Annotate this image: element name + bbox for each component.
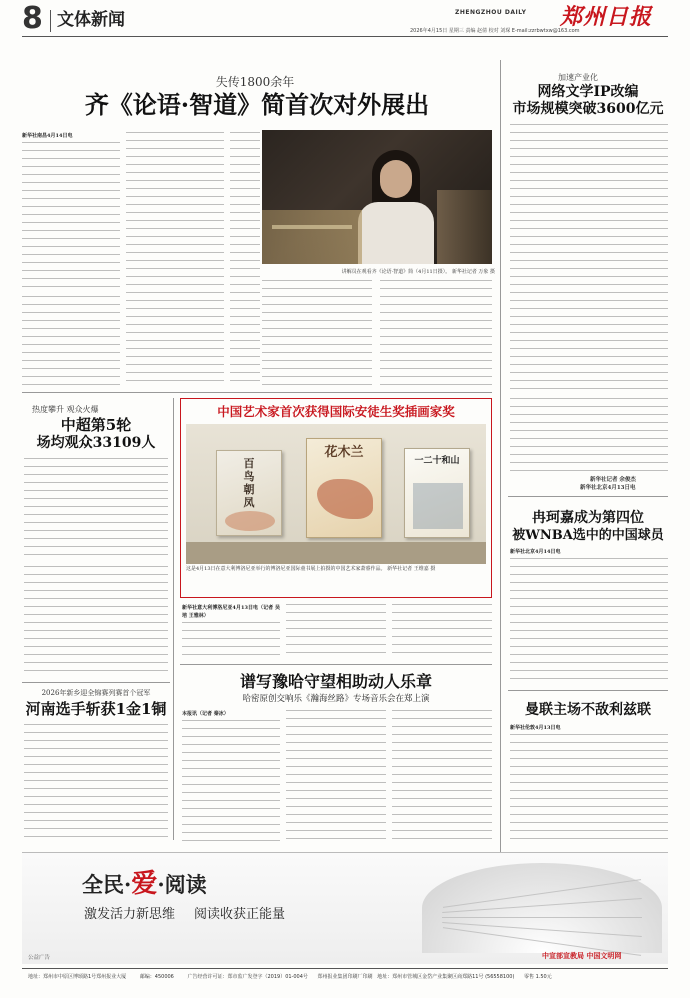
banner-title-2: ·阅读 — [157, 872, 207, 897]
footer-postcode: 邮编：450006 — [139, 974, 174, 980]
table-tennis-headline: 河南选手斩获1金1铜 — [25, 700, 167, 718]
wnba-headline-1: 冉珂嘉成为第四位 — [532, 510, 644, 526]
badminton-byline: 新华社伦敦4月13日电 — [510, 725, 561, 731]
lead-body-col-2 — [126, 132, 224, 388]
column-divider — [500, 60, 501, 940]
section-name: 文体新闻 — [57, 10, 125, 30]
lead-body-col-5 — [380, 280, 492, 388]
right-divider-2 — [508, 690, 668, 691]
wnba-headline-2: 被WNBA选中的中国球员 — [512, 528, 664, 543]
footer-address: 地址：郑州市中原区博颂路1号郑州报业大厦 — [28, 974, 127, 980]
badminton-headline: 曼联主场不敌利兹联 — [525, 702, 651, 718]
wnba-byline: 新华社北京4月14日电 — [510, 549, 561, 555]
footer-print-address: 地址：郑州市管城区金岱产业集聚区商郑路11号 (56558100) — [377, 974, 515, 980]
footer-rule — [22, 968, 668, 969]
illustration-photo-caption: 这是4月13日在意大利博洛尼亚举行的博洛尼亚国际童书展上拍摄的中国艺术家萧睿作品。 新华社记者 王维嘉 摄 — [186, 566, 436, 572]
football-kicker: 热度攀升 观众火爆 — [32, 405, 99, 414]
date-line: 2026年4月15日 星期三 责编 赵倩 校对 刘琛 E-mail:zzrbwtxw@163.com — [410, 28, 580, 34]
lead-body-col-1 — [22, 132, 120, 294]
left-divider-3 — [22, 682, 170, 683]
footer-ad-license: 广告经营许可证：郑市监广发登字（2019）01-004号 — [187, 974, 308, 980]
music-headline: 谱写豫哈守望相助动人乐章 — [239, 672, 432, 691]
book-title-3: 一二十和山 — [414, 456, 460, 466]
right-top-headline-1: 网络文学IP改编 — [537, 84, 639, 100]
banner-footer-right: 中宣部宣教局 中国文明网 — [542, 951, 622, 960]
right-top-credit-2: 新华社北京4月13日电 — [580, 485, 636, 491]
lead-body-col-4 — [262, 280, 372, 388]
right-top-body — [510, 124, 668, 392]
book-title-2: 花木兰 — [324, 445, 364, 460]
right-divider-1 — [508, 496, 668, 497]
mid-divider — [180, 664, 492, 665]
badminton-body — [510, 724, 668, 846]
illustration-byline: 新华社意大利博洛尼亚4月13日电（记者 吴培 王雅林） — [182, 605, 280, 619]
lead-body-col-1b — [22, 296, 120, 388]
page-header — [0, 0, 690, 40]
music-body-3 — [392, 710, 492, 844]
illustration-body-1 — [182, 604, 280, 660]
footer-printer: 郑州报业集团印刷厂印刷 — [317, 974, 373, 980]
illustration-banner: 中国艺术家首次获得国际安徒生奖插画家奖 — [217, 404, 455, 419]
football-body-2 — [24, 566, 168, 678]
header-rule — [22, 36, 668, 37]
banner-title-1: 全民· — [82, 872, 132, 897]
book-cover-2 — [306, 438, 382, 538]
paper-en-name: ZHENGZHOU DAILY — [455, 9, 527, 16]
illustration-body-3 — [392, 604, 492, 660]
lead-bottom-rule — [22, 392, 492, 393]
lead-photo-caption: 讲解员在观看齐《论语·智道》简（4月11日摄）。 新华社记者 万象 摄 — [341, 269, 495, 275]
right-top-credit-1: 新华社记者 余俊杰 — [590, 477, 636, 483]
banner-title-ai: 爱 — [131, 869, 158, 899]
right-top-kicker: 加速产业化 — [558, 73, 598, 82]
left-vertical-divider — [173, 398, 174, 840]
football-headline-1: 中超第5轮 — [60, 416, 132, 434]
right-top-body-2 — [510, 398, 668, 474]
page-number-divider — [50, 10, 51, 32]
paper-logo: 郑州日报 — [560, 4, 653, 30]
lead-body-col-3 — [230, 132, 260, 388]
right-top-headline-2: 市场规模突破3600亿元 — [512, 101, 664, 117]
book-cover-3 — [404, 448, 470, 538]
music-subhead: 哈密原创交响乐《瀚海丝路》专场音乐会在郑上演 — [242, 694, 430, 704]
wnba-body — [510, 548, 668, 686]
music-body-1 — [182, 710, 280, 844]
music-body-2 — [286, 710, 386, 844]
lead-byline: 新华社南昌4月14日电 — [22, 133, 73, 139]
illustration-photo — [186, 424, 486, 564]
page-number: 8 — [22, 1, 43, 36]
book-title-1: 百鸟朝凤 — [243, 457, 255, 509]
banner-slogan-1: 激发活力新思维 — [84, 907, 176, 922]
table-tennis-body — [24, 724, 168, 844]
illustration-body-2 — [286, 604, 386, 660]
footer-price: 零售 1.50元 — [524, 974, 552, 980]
footer-line — [28, 973, 668, 980]
football-headline-2: 场均观众33109人 — [36, 435, 156, 451]
banner-slogan-2: 阅读收获正能量 — [194, 907, 286, 922]
banner-footer-left: 公益广告 — [28, 955, 51, 961]
football-body — [24, 458, 168, 562]
reading-banner — [22, 852, 668, 964]
lead-headline: 齐《论语·智道》简首次对外展出 — [84, 90, 430, 119]
lead-photo — [262, 130, 492, 264]
table-tennis-kicker: 2026年新乡迎全锦赛列赛首个冠军 — [41, 689, 151, 697]
lead-kicker: 失传1800余年 — [215, 75, 295, 89]
book-cover-1 — [216, 450, 282, 536]
music-byline: 本报讯（记者 秦冰） — [182, 711, 229, 717]
